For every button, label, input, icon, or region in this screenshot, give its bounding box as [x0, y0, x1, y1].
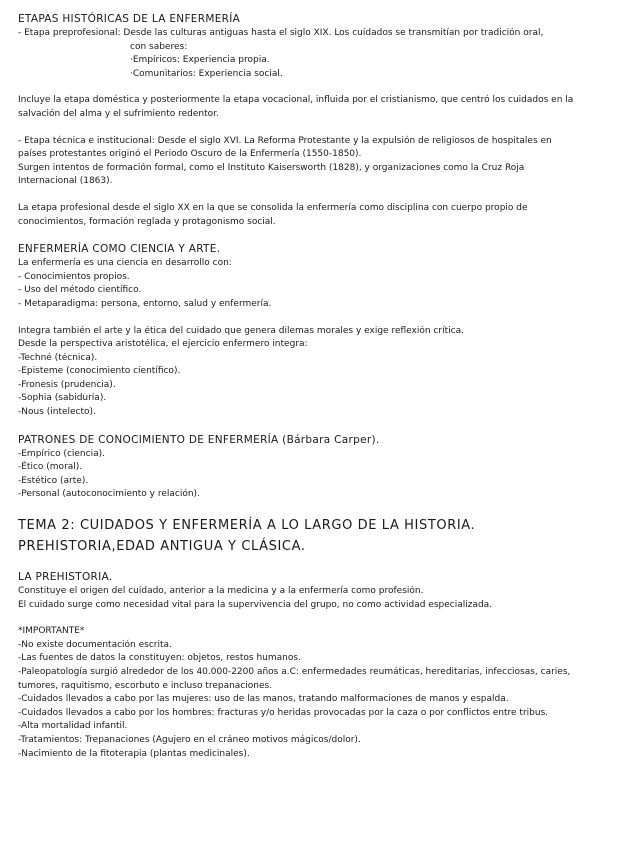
list-item: -Cuidados llevados a cabo por los hombres: fracturas y/o heridas provocadas por la caza o por conflictos entre tribus. — [18, 707, 549, 718]
list-item: -Cuidados llevados a cabo por las mujeres: uso de las manos, tratando malformaciones de manos y espalda. — [18, 694, 509, 705]
section-title-patrones: PATRONES DE CONOCIMIENTO DE ENFERMERÍA (Bárbara Carper). — [18, 433, 380, 446]
list-item: -Fronesis (prudencia). — [18, 379, 116, 390]
tema-subtitle: PREHISTORIA,EDAD ANTIGUA Y CLÁSICA. — [18, 539, 306, 555]
list-item: -Paleopatología surgió alrededor de los 40.000-2200 años a.C: enfermedades reumáticas, hereditarias, infecciosas, caries, — [18, 667, 571, 677]
list-item: -No existe documentación escrita. — [18, 639, 172, 650]
text-line: - Etapa técnica e institucional: Desde el siglo XVI. La Reforma Protestante y la expulsión de religiosos de hospitales en — [18, 135, 552, 146]
text-line: El cuidado surge como necesidad vital para la supervivencia del grupo, no como actividad especializada. — [18, 599, 493, 610]
list-item: -Las fuentes de datos la constituyen: objetos, restos humanos. — [18, 653, 301, 664]
list-item: -Nacimiento de la fitoterapia (plantas medicinales). — [18, 748, 250, 759]
text-line: conocimientos, formación reglada y protagonismo social. — [18, 216, 276, 227]
text-line: Incluye la etapa doméstica y posteriormente la etapa vocacional, influida por el cristianismo, que centró los cuidados en la — [18, 95, 574, 106]
text-line: - Etapa preprofesional: Desde las culturas antiguas hasta el siglo XIX. Los cuidados se transmitían por tradición oral, — [18, 28, 544, 38]
section-title-prehistoria: LA PREHISTORIA. — [18, 571, 113, 584]
text-line: tumores, raquitismo, escorbuto e incluso trepanaciones. — [18, 680, 273, 691]
text-line: Internacional (1863). — [18, 176, 113, 187]
list-item: -Techné (técnica). — [18, 352, 98, 363]
text-line: con saberes: — [130, 41, 188, 52]
list-item: -Personal (autoconocimiento y relación). — [18, 489, 200, 500]
list-item: -Sophia (sabiduría). — [18, 393, 107, 404]
text-line: ·Empíricos: Experiencia propia. — [130, 55, 270, 66]
text-line: Constituye el origen del cuidado, anterior a la medicina y a la enfermería como profesión. — [18, 586, 424, 597]
text-line: Integra también el arte y la ética del cuidado que genera dilemas morales y exige reflexión crítica. — [18, 325, 464, 336]
list-item: -Nous (intelecto). — [18, 407, 96, 418]
text-line: La enfermería es una ciencia en desarrollo con: — [18, 258, 232, 269]
section-title-etapas: ETAPAS HISTÓRICAS DE LA ENFERMERÍA — [18, 13, 241, 25]
text-line: ·Comunitarios: Experiencia social. — [130, 68, 283, 79]
text-line: salvación del alma y el sufrimiento redentor. — [18, 108, 219, 119]
list-item: -Episteme (conocimiento científico). — [18, 366, 181, 377]
text-line: Desde la perspectiva aristotélica, el ejercicio enfermero integra: — [18, 339, 308, 350]
list-item: -Tratamientos: Trepanaciones (Agujero en el cráneo motivos mágicos/dolor). — [18, 734, 361, 745]
list-item: -Alta mortalidad infantil. — [18, 721, 128, 732]
text-line: países protestantes originó el Periodo Oscuro de la Enfermería (1550-1850). — [18, 149, 362, 160]
list-item: -Empírico (ciencia). — [18, 448, 105, 459]
text-line: La etapa profesional desde el siglo XX en la que se consolida la enfermería como disciplina con cuerpo propio de — [18, 202, 528, 213]
list-item: -Estético (arte). — [18, 475, 89, 486]
tema-title: TEMA 2: CUIDADOS Y ENFERMERÍA A LO LARGO DE LA HISTORIA. — [18, 518, 476, 534]
important-label: *IMPORTANTE* — [18, 626, 85, 637]
section-title-ciencia-arte: ENFERMERÍA COMO CIENCIA Y ARTE. — [18, 243, 221, 256]
list-item: - Metaparadigma: persona, entorno, salud y enfermería. — [18, 298, 272, 309]
list-item: -Ético (moral). — [18, 462, 83, 473]
list-item: - Conocimientos propios. — [18, 271, 130, 282]
text-line: Surgen intentos de formación formal, como el Instituto Kaisersworth (1828), y organizaciones como la Cruz Roja — [18, 162, 525, 173]
list-item: - Uso del método científico. — [18, 285, 142, 296]
